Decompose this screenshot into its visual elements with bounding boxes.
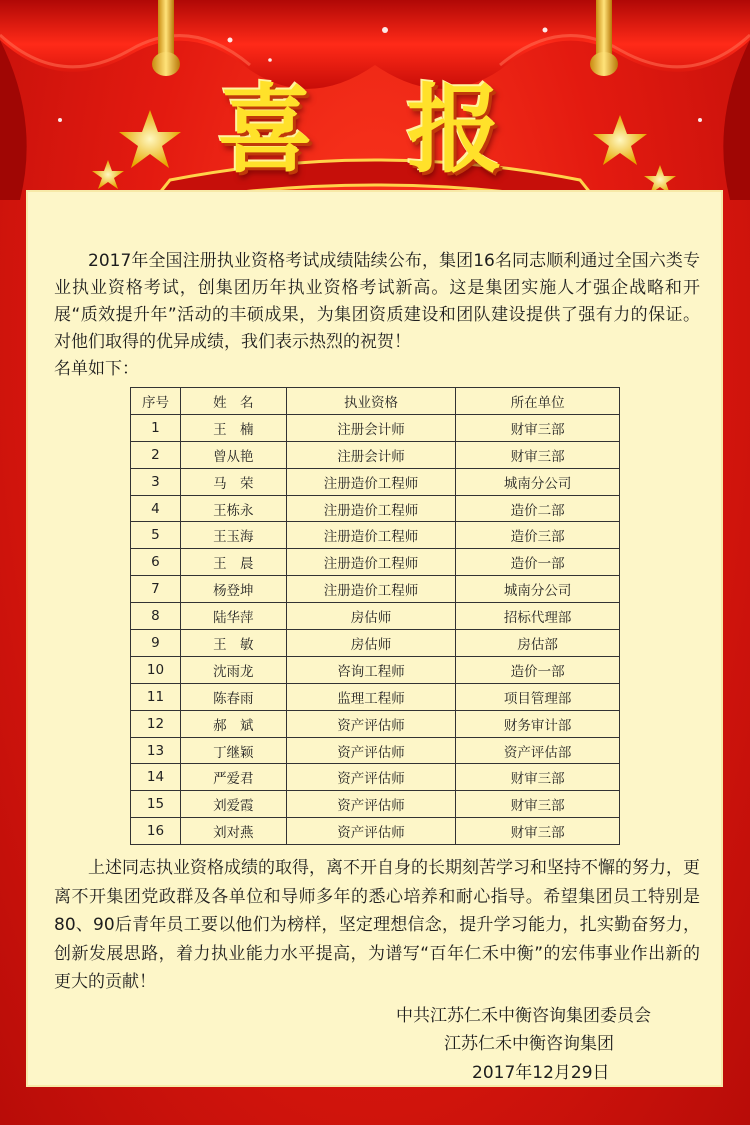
department: 财审三部 — [456, 441, 620, 468]
qualification: 资产评估师 — [286, 764, 456, 791]
header-index: 序号 — [131, 388, 181, 415]
qualification: 注册会计师 — [286, 414, 456, 441]
department: 资产评估部 — [456, 737, 620, 764]
qualification: 资产评估师 — [286, 791, 456, 818]
person-name: 马 荣 — [180, 468, 286, 495]
row-index: 4 — [131, 495, 181, 522]
department: 财务审计部 — [456, 710, 620, 737]
person-name: 郝 斌 — [180, 710, 286, 737]
person-name: 严爱君 — [180, 764, 286, 791]
table-header-row — [131, 388, 620, 415]
person-name: 杨登坤 — [180, 576, 286, 603]
qualification: 注册造价工程师 — [286, 495, 456, 522]
table-row — [131, 549, 620, 576]
table-row — [131, 656, 620, 683]
qualification: 房估师 — [286, 603, 456, 630]
row-index: 12 — [131, 710, 181, 737]
department: 造价一部 — [456, 656, 620, 683]
qualification: 咨询工程师 — [286, 656, 456, 683]
header-department: 所在单位 — [456, 388, 620, 415]
person-name: 刘爱霞 — [180, 791, 286, 818]
person-name: 陆华萍 — [180, 603, 286, 630]
department: 项目管理部 — [456, 683, 620, 710]
qualification: 注册造价工程师 — [286, 468, 456, 495]
qualification: 资产评估师 — [286, 710, 456, 737]
signature-party-committee: 中共江苏仁禾中衡咨询集团委员会 — [396, 1006, 651, 1026]
table-row — [131, 710, 620, 737]
person-name: 曾从艳 — [180, 441, 286, 468]
qualification: 注册造价工程师 — [286, 549, 456, 576]
intro-text — [54, 248, 700, 383]
table-row — [131, 441, 620, 468]
qualification: 资产评估师 — [286, 737, 456, 764]
table-row — [131, 764, 620, 791]
department: 财审三部 — [456, 818, 620, 845]
qualification: 注册造价工程师 — [286, 576, 456, 603]
table-row — [131, 603, 620, 630]
table-row — [131, 522, 620, 549]
list-label: 名单如下： — [54, 359, 139, 379]
department: 城南分公司 — [456, 576, 620, 603]
header-qualification: 执业资格 — [286, 388, 456, 415]
department: 财审三部 — [456, 414, 620, 441]
row-index: 16 — [131, 818, 181, 845]
table-row — [131, 683, 620, 710]
table-row — [131, 576, 620, 603]
row-index: 9 — [131, 630, 181, 657]
closing-paragraph: 上述同志执业资格成绩的取得，离不开自身的长期刻苦学习和坚持不懈的努力，更离不开集团党政群及各单位和导师多年的悉心培养和耐心指导。希望集团员工特别是80、90后青年员工要以他们为榜样，坚定理想信念，提升学习能力，扎实勤奋努力，创新发展思路，着力执业能力水平提高，为谱写“百年仁禾中衡”的宏伟事业作出新的更大的贡献！ — [54, 858, 700, 992]
table-row — [131, 818, 620, 845]
person-name: 王栋永 — [180, 495, 286, 522]
person-name: 刘对燕 — [180, 818, 286, 845]
intro-paragraph: 2017年全国注册执业资格考试成绩陆续公布，集团16名同志顺利通过全国六类专业执业资格考试，创集团历年执业资格考试新高。这是集团实施人才强企战略和开展“质效提升年”活动的丰硕成果，为集团资质建设和团队建设提供了强有力的保证。对他们取得的优异成绩，我们表示热烈的祝贺！ — [54, 251, 700, 352]
department: 造价二部 — [456, 495, 620, 522]
department: 房估部 — [456, 630, 620, 657]
table-row — [131, 791, 620, 818]
issue-date: 2017年12月29日 — [472, 1063, 610, 1083]
qualification: 注册造价工程师 — [286, 522, 456, 549]
qualification: 资产评估师 — [286, 818, 456, 845]
table-row — [131, 737, 620, 764]
department: 城南分公司 — [456, 468, 620, 495]
row-index: 8 — [131, 603, 181, 630]
row-index: 15 — [131, 791, 181, 818]
row-index: 5 — [131, 522, 181, 549]
row-index: 13 — [131, 737, 181, 764]
person-name: 王 楠 — [180, 414, 286, 441]
department: 造价一部 — [456, 549, 620, 576]
table-row — [131, 414, 620, 441]
poster-title: 喜 报 — [217, 74, 533, 186]
qualification: 房估师 — [286, 630, 456, 657]
row-index: 14 — [131, 764, 181, 791]
table-row — [131, 468, 620, 495]
department: 财审三部 — [456, 764, 620, 791]
row-index: 6 — [131, 549, 181, 576]
department: 财审三部 — [456, 791, 620, 818]
person-name: 王 敏 — [180, 630, 286, 657]
row-index: 3 — [131, 468, 181, 495]
table-row — [131, 630, 620, 657]
signature-group: 江苏仁禾中衡咨询集团 — [444, 1034, 614, 1054]
closing-text — [54, 854, 700, 997]
row-index: 2 — [131, 441, 181, 468]
row-index: 1 — [131, 414, 181, 441]
qualification: 监理工程师 — [286, 683, 456, 710]
qualification: 注册会计师 — [286, 441, 456, 468]
person-name: 陈春雨 — [180, 683, 286, 710]
header-name: 姓 名 — [180, 388, 286, 415]
row-index: 11 — [131, 683, 181, 710]
row-index: 7 — [131, 576, 181, 603]
row-index: 10 — [131, 656, 181, 683]
person-name: 王玉海 — [180, 522, 286, 549]
roster-table — [130, 387, 620, 845]
department: 招标代理部 — [456, 603, 620, 630]
person-name: 丁继颖 — [180, 737, 286, 764]
department: 造价三部 — [456, 522, 620, 549]
person-name: 沈雨龙 — [180, 656, 286, 683]
table-row — [131, 495, 620, 522]
person-name: 王 晨 — [180, 549, 286, 576]
